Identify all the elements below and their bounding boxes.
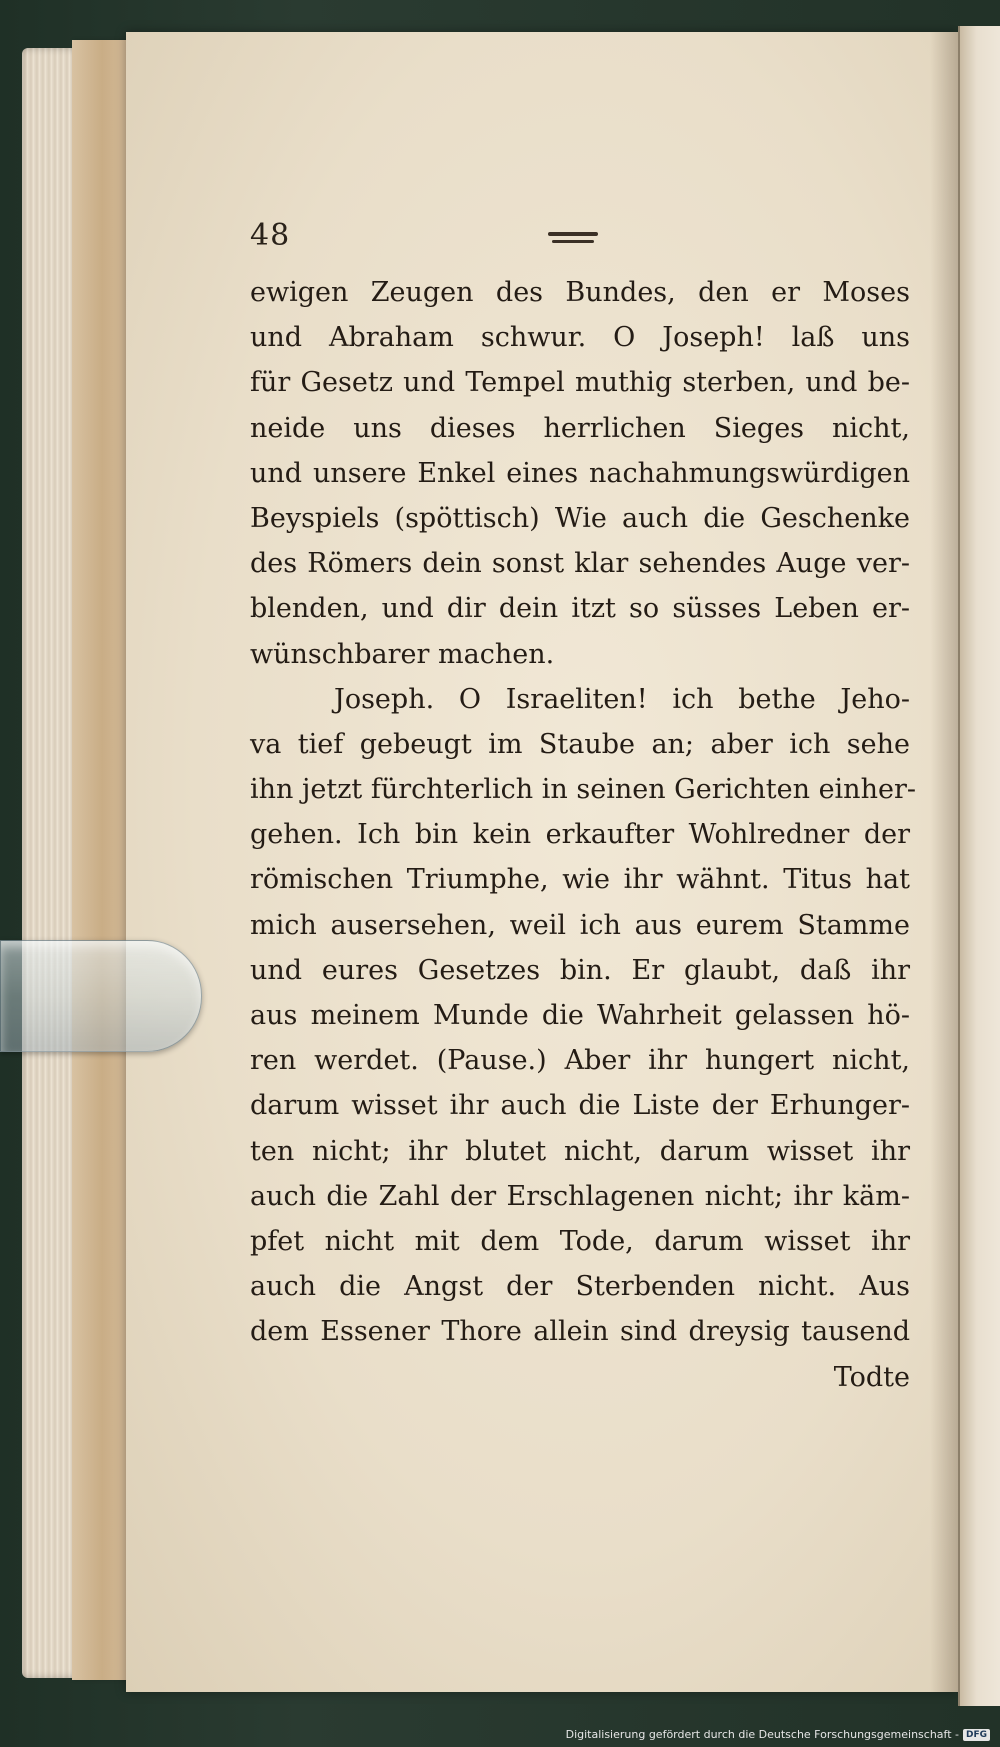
text-line: aus meinem Munde die Wahrheit gelassen hö- — [250, 1000, 910, 1031]
page-edge-strip — [72, 40, 132, 1680]
dfg-logo-icon: DFG — [963, 1729, 990, 1741]
text-line: gehen. Ich bin kein erkaufter Wohlredner der — [250, 819, 910, 851]
text-line: dem Essener Thore allein sind dreysig tausend — [250, 1316, 910, 1348]
facing-page-edge — [958, 26, 1000, 1706]
page-clip — [0, 940, 202, 1052]
text-line: des Römers dein sonst klar sehendes Auge ver- — [250, 548, 910, 580]
text-line: auch die Angst der Sterbenden nicht. Aus — [250, 1271, 910, 1303]
page-number: 48 — [250, 218, 291, 253]
text-line: ren werdet. (Pause.) Aber ihr hungert nicht, — [250, 1045, 910, 1077]
body-text — [250, 270, 916, 1400]
text-line: ten nicht; ihr blutet nicht, darum wisset ihr — [250, 1135, 910, 1167]
text-line: römischen Triumphe, wie ihr wähnt. Titus hat — [250, 864, 910, 896]
text-line: pfet nicht mit dem Tode, darum wisset ihr — [250, 1225, 910, 1257]
page-header — [250, 218, 900, 268]
header-ornament — [548, 232, 598, 244]
text-line: Joseph. O Israeliten! ich bethe Jeho- — [334, 683, 910, 715]
catchword: Todte — [833, 1361, 910, 1393]
spine-shadow — [930, 32, 958, 1692]
text-line: mich ausersehen, weil ich aus eurem Stamme — [250, 909, 910, 941]
text-line: ihn jetzt fürchterlich in seinen Gerichten einher- — [250, 774, 916, 806]
text-line: ewigen Zeugen des Bundes, den er Moses — [250, 277, 910, 308]
text-line: und unsere Enkel eines nachahmungswürdigen — [250, 457, 910, 489]
text-line: wünschbarer machen. — [250, 638, 555, 670]
text-line: Beyspiels (spöttisch) Wie auch die Geschenke — [250, 502, 910, 534]
text-line: darum wisset ihr auch die Liste der Erhunger- — [250, 1090, 910, 1122]
text-line: und eures Gesetzes bin. Er glaubt, daß ihr — [250, 954, 910, 986]
text-line: für Gesetz und Tempel muthig sterben, und be- — [250, 367, 910, 399]
digitization-credit — [566, 1728, 990, 1741]
text-line: und Abraham schwur. O Joseph! laß uns — [250, 322, 910, 354]
text-line: neide uns dieses herrlichen Sieges nicht, — [250, 412, 910, 444]
text-line: blenden, und dir dein itzt so süsses Leben er- — [250, 593, 910, 625]
text-line: auch die Zahl der Erschlagenen nicht; ihr käm- — [250, 1180, 910, 1212]
credit-text: Digitalisierung gefördert durch die Deutsche Forschungsgemeinschaft - — [565, 1728, 959, 1741]
text-line: va tief gebeugt im Staube an; aber ich sehe — [250, 728, 910, 760]
